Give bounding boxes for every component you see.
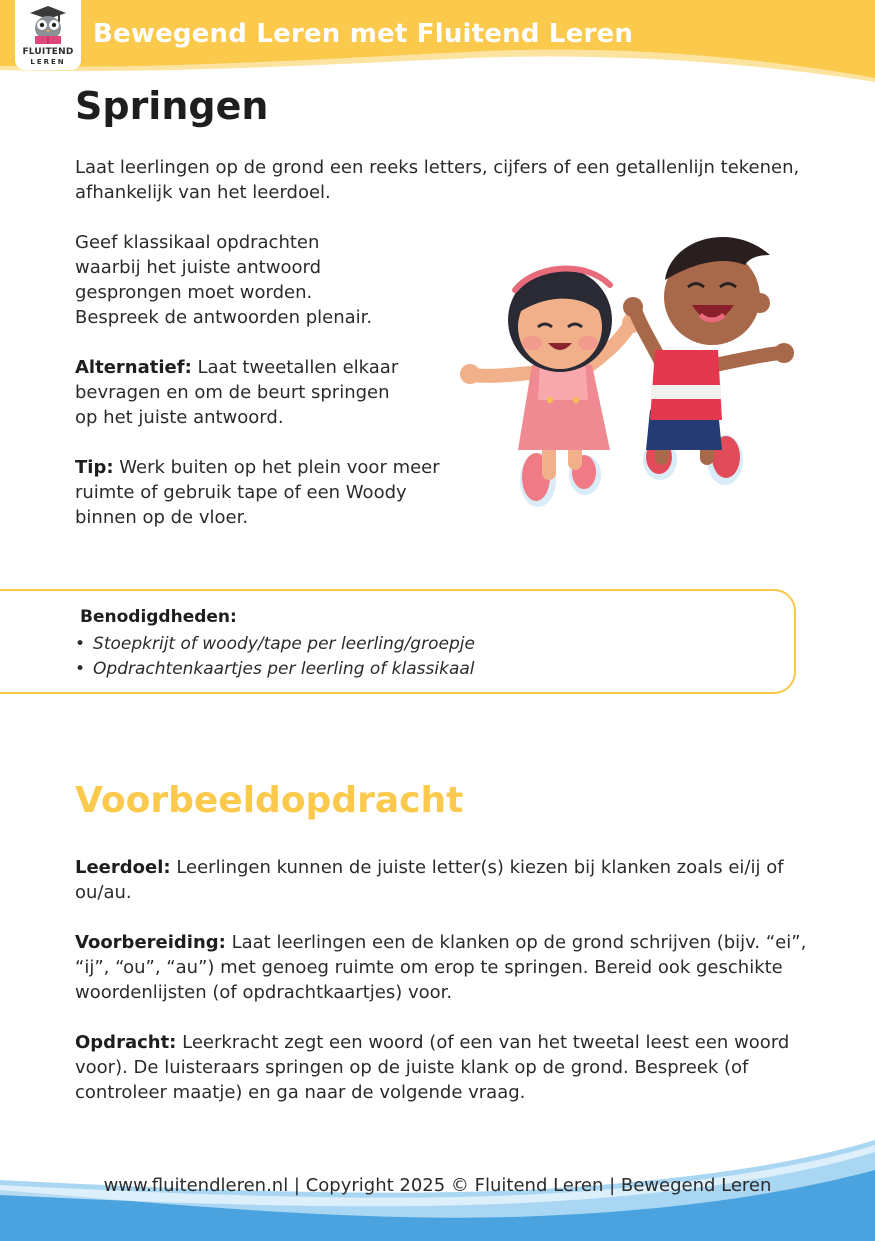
logo-text-line1: FLUITEND: [22, 47, 74, 57]
goal-label: Leerdoel:: [75, 857, 171, 878]
alternative-line: bevragen en om de beurt springen: [75, 382, 390, 403]
supplies-item-text: Opdrachtenkaartjes per leerling of klassikaal: [93, 659, 475, 679]
owl-icon: [28, 4, 68, 46]
instruction-line: gesprongen moet worden.: [75, 282, 313, 303]
instruction-line: Geef klassikaal opdrachten: [75, 232, 320, 253]
footer-text: www.fluitendleren.nl | Copyright 2025 © Fluitend Leren | Bewegend Leren: [103, 1175, 772, 1196]
goal-text: Leerlingen kunnen de juiste letter(s) kiezen bij klanken zoals ei/ij of ou/au.: [75, 857, 784, 903]
supplies-item-text: Stoepkrijt of woody/tape per leerling/groepje: [93, 634, 475, 654]
fluitend-leren-logo[interactable]: [15, 0, 81, 70]
task-label: Opdracht:: [75, 1032, 177, 1053]
intro-paragraph: Laat leerlingen op de grond een reeks letters, cijfers of een getallenlijn tekenen, afhankelijk van het leerdoel.: [75, 157, 800, 203]
bullet-icon: •: [75, 659, 86, 679]
tip-line: binnen op de vloer.: [75, 507, 249, 528]
tip-line: ruimte of gebruik tape of een Woody: [75, 482, 407, 503]
goal-paragraph: [75, 855, 810, 905]
task-text: Leerkracht zegt een woord (of een van het tweetal leest een woord voor). De luisteraars springen op de juiste klank op de grond. Bespreek (of controleer maatje) en ga naar de volgende vraag.: [75, 1032, 790, 1103]
logo-text-line2: LEREN: [30, 58, 66, 66]
alternative-label: Alternatief:: [75, 357, 192, 378]
preparation-paragraph: [75, 930, 810, 1005]
alternative-line: Laat tweetallen elkaar: [191, 357, 399, 378]
tip-paragraph: [75, 455, 455, 530]
preparation-text: Laat leerlingen een de klanken op de grond schrijven (bijv. “ei”, “ij”, “ou”, “au”) met genoeg ruimte om erop te springen. Bereid ook geschikte woordenlijsten (of opdrachtkaartjes) voor.: [75, 932, 807, 1003]
preparation-label: Voorbereiding:: [75, 932, 226, 953]
instruction-line: Bespreek de antwoorden plenair.: [75, 307, 373, 328]
jumping-kids-illustration: [460, 225, 805, 515]
instruction-paragraph: [75, 230, 455, 330]
example-section-title: Voorbeeldopdracht: [75, 780, 464, 821]
bullet-icon: •: [75, 634, 86, 654]
task-paragraph: [75, 1030, 810, 1105]
boy-figure: [623, 237, 794, 485]
page-title: Springen: [75, 84, 269, 128]
header-title: Bewegend Leren met Fluitend Leren: [93, 19, 634, 49]
instruction-line: waarbij het juiste antwoord: [75, 257, 321, 278]
supplies-title: Benodigdheden:: [80, 607, 237, 627]
alternative-paragraph: [75, 355, 455, 430]
supplies-item: [75, 657, 475, 682]
alternative-line: op het juiste antwoord.: [75, 407, 284, 428]
girl-figure: [460, 268, 642, 507]
tip-line: Werk buiten op het plein voor meer: [113, 457, 440, 478]
supplies-item: [75, 632, 475, 657]
supplies-list: [75, 632, 475, 682]
tip-label: Tip:: [75, 457, 114, 478]
